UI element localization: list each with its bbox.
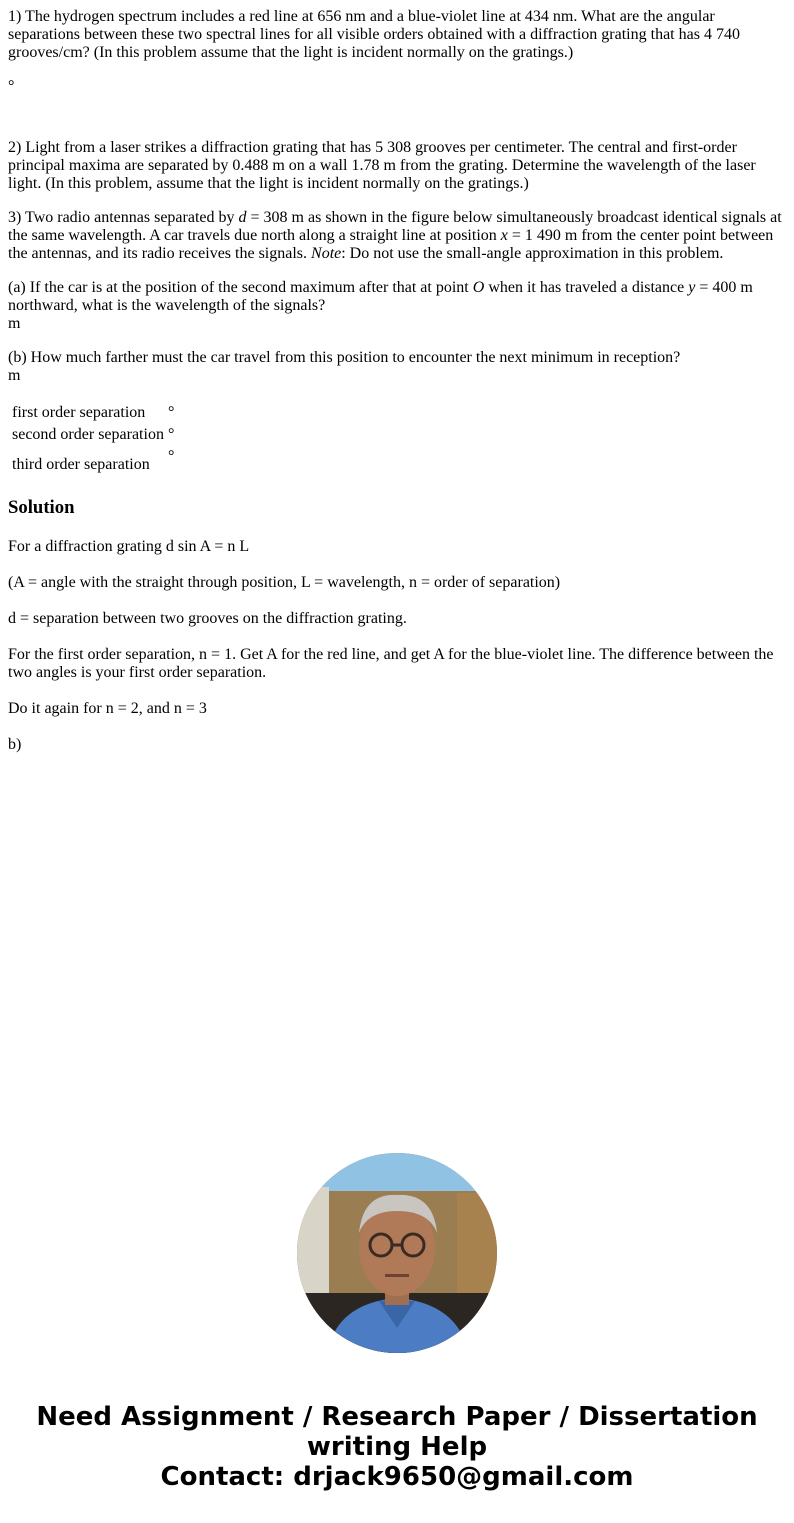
separation-label: third order separation	[12, 456, 150, 473]
promo-line-2: writing Help	[306, 1432, 488, 1462]
question-3b-text: (b) How much farther must the car travel from this position to encounter the next minimum in reception? m	[8, 349, 681, 384]
degree-unit: °	[167, 426, 175, 443]
solution-line: For a diffraction grating d sin A = n L	[8, 538, 250, 555]
question-content	[8, 8, 786, 772]
promo-contact: Contact: drjack9650@gmail.com	[160, 1462, 634, 1492]
answer-spacer	[8, 112, 786, 139]
solution-line: Do it again for n = 2, and n = 3	[8, 700, 207, 717]
question-3-text: 3) Two radio antennas separated by d = 308 m as shown in the figure below simultaneously broadcast identical signals at the same wavelength. A car travels due north along a straight line at position x = 1 490 m from the center point between the antennas, and its radio receives the signals. Note: Do not use the small-angle approximation in this problem.	[8, 209, 782, 262]
solution-heading: Solution	[8, 497, 75, 518]
solution-section	[8, 497, 786, 754]
degree-unit: °	[167, 448, 175, 465]
separation-label: second order separation	[12, 426, 164, 443]
solution-line: (A = angle with the straight through position, L = wavelength, n = order of separation)	[8, 574, 561, 591]
solution-line: d = separation between two grooves on the diffraction grating.	[8, 610, 407, 627]
tutor-portrait-image	[297, 1153, 497, 1353]
promo-line-1: Need Assignment / Research Paper / Dissertation	[36, 1402, 758, 1432]
question-3b-unit: m	[8, 367, 21, 384]
tutor-avatar	[297, 1153, 497, 1353]
solution-line: b)	[8, 736, 22, 753]
solution-line: For the first order separation, n = 1. Get A for the red line, and get A for the blue-violet line. The difference between the two angles is your first order separation.	[8, 646, 774, 681]
question-1-text: 1) The hydrogen spectrum includes a red line at 656 nm and a blue-violet line at 434 nm. What are the angular separations between these two spectral lines for all visible orders obtained with a diffraction grating that has 4 740 grooves/cm? (In this problem assume that the light is incident normally on the gratings.)	[8, 8, 740, 61]
question-2-text: 2) Light from a laser strikes a diffraction grating that has 5 308 grooves per centimeter. The central and first-order principal maxima are separated by 0.488 m on a wall 1.78 m from the grating. Determine the wavelength of the laser light. (In this problem, assume that the light is incident normally on the gratings.)	[8, 139, 756, 192]
degree-unit: °	[167, 404, 175, 421]
question-1-degree-unit: °	[8, 78, 15, 95]
promo-banner	[0, 1402, 794, 1492]
question-3a-text: (a) If the car is at the position of the second maximum after that at point O when it has traveled a distance y = 400 m northward, what is the wavelength of the signals? m	[8, 279, 753, 332]
table-row	[11, 403, 175, 423]
separation-table	[9, 401, 177, 477]
question-3a-unit: m	[8, 315, 21, 332]
table-row	[11, 425, 175, 445]
separation-label: first order separation	[12, 404, 146, 421]
table-row	[11, 447, 175, 475]
